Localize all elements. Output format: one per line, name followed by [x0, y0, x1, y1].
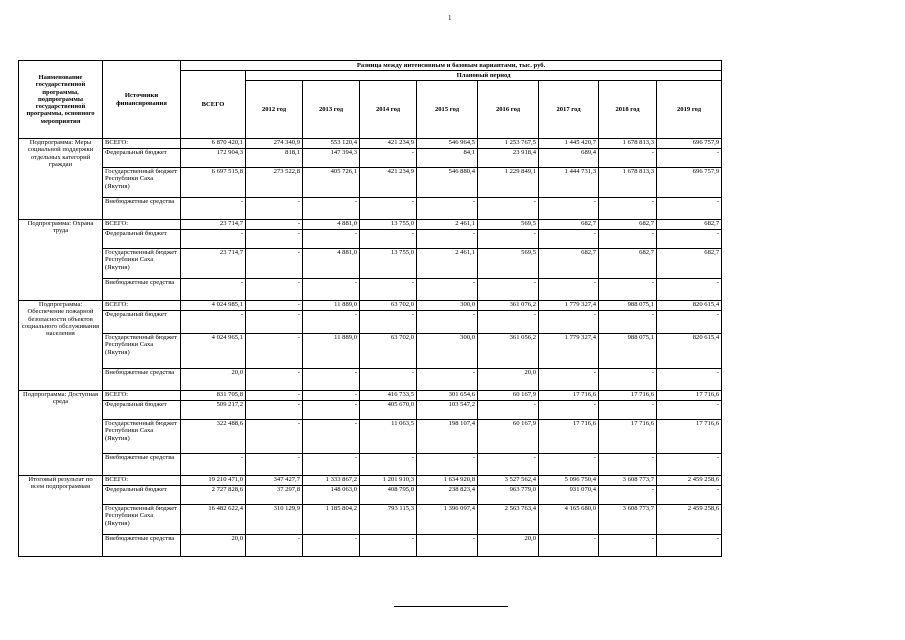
value-year: - [657, 535, 722, 557]
table-row [19, 505, 722, 535]
value-year: 20,0 [478, 535, 539, 557]
value-year: - [360, 279, 417, 301]
table-row [19, 139, 722, 149]
program-name: Итоговый результат по всем подпрограммам [19, 476, 103, 557]
value-year: 1 253 767,5 [478, 139, 539, 149]
value-total: 20,0 [181, 535, 246, 557]
value-year: - [478, 198, 539, 220]
funding-source: ВСЕГО: [103, 391, 181, 401]
table-row [19, 230, 722, 249]
funding-source: Внебюджетные средства [103, 198, 181, 220]
value-total: 19 210 471,0 [181, 476, 246, 486]
value-total: 2 727 828,6 [181, 486, 246, 505]
value-year: - [303, 311, 360, 334]
value-year: - [539, 454, 599, 476]
table-row [19, 420, 722, 454]
value-year: - [360, 369, 417, 391]
value-year: - [599, 149, 657, 168]
value-year: - [246, 220, 303, 230]
value-year: 300,0 [417, 301, 478, 311]
header-year: 2016 год [478, 81, 539, 139]
value-year: 198 107,4 [417, 420, 478, 454]
value-year: - [478, 230, 539, 249]
value-total: 509 217,2 [181, 401, 246, 420]
value-year: - [539, 198, 599, 220]
value-year: 569,5 [478, 220, 539, 230]
funding-source: Государственный бюджет Республики Саха (Якутия) [103, 168, 181, 198]
value-year: - [246, 230, 303, 249]
value-year: - [599, 198, 657, 220]
table-row [19, 334, 722, 369]
value-total: 172 904,3 [181, 149, 246, 168]
value-year: 421 234,9 [360, 139, 417, 149]
value-year: 238 823,4 [417, 486, 478, 505]
value-total: - [181, 198, 246, 220]
funding-source: Федеральный бюджет [103, 401, 181, 420]
header-year: 2012 год [246, 81, 303, 139]
value-year: 820 615,4 [657, 334, 722, 369]
value-year: 5 096 750,4 [539, 476, 599, 486]
page-number: 1 [448, 14, 452, 22]
value-year: - [657, 149, 722, 168]
value-year: 546 880,4 [417, 168, 478, 198]
funding-source: Федеральный бюджет [103, 486, 181, 505]
value-year: 963 779,0 [478, 486, 539, 505]
value-year: 682,7 [599, 249, 657, 279]
value-year: - [478, 311, 539, 334]
value-year: - [303, 454, 360, 476]
value-year: 20,0 [478, 369, 539, 391]
value-year: 988 075,1 [599, 301, 657, 311]
value-total: - [181, 454, 246, 476]
value-year: - [303, 401, 360, 420]
value-year: 1 185 804,2 [303, 505, 360, 535]
header-total: ВСЕГО [181, 71, 246, 139]
value-year: 2 459 258,6 [657, 505, 722, 535]
funding-source: ВСЕГО: [103, 301, 181, 311]
value-total: 4 024 985,1 [181, 301, 246, 311]
funding-source: Внебюджетные средства [103, 535, 181, 557]
value-year: - [417, 369, 478, 391]
value-year: 60 167,9 [478, 391, 539, 401]
value-year: 793 115,3 [360, 505, 417, 535]
value-year: 84,1 [417, 149, 478, 168]
value-total: 831 705,8 [181, 391, 246, 401]
header-year: 2015 год [417, 81, 478, 139]
value-year: - [360, 454, 417, 476]
value-year: 569,5 [478, 249, 539, 279]
value-year: - [360, 535, 417, 557]
value-year: 689,4 [539, 149, 599, 168]
value-year: 11 889,0 [303, 301, 360, 311]
value-year: - [417, 311, 478, 334]
value-year: - [246, 301, 303, 311]
value-year: - [417, 230, 478, 249]
value-year: 148 063,0 [303, 486, 360, 505]
table-row [19, 249, 722, 279]
value-year: 546 964,5 [417, 139, 478, 149]
value-year: - [303, 391, 360, 401]
value-year: - [417, 279, 478, 301]
value-year: - [360, 311, 417, 334]
value-year: 361 056,2 [478, 334, 539, 369]
value-year: - [599, 369, 657, 391]
value-year: - [478, 454, 539, 476]
value-year: - [657, 198, 722, 220]
value-year: - [303, 420, 360, 454]
value-year: 421 234,9 [360, 168, 417, 198]
value-year: 11 889,0 [303, 334, 360, 369]
value-year: - [539, 535, 599, 557]
value-year: - [599, 311, 657, 334]
value-year: - [657, 279, 722, 301]
value-year: 405 726,1 [303, 168, 360, 198]
value-year: - [303, 279, 360, 301]
value-total: 4 024 965,1 [181, 334, 246, 369]
funding-source: Государственный бюджет Республики Саха (Якутия) [103, 334, 181, 369]
value-year: - [246, 401, 303, 420]
value-year: 13 755,0 [360, 220, 417, 230]
header-year: 2013 год [303, 81, 360, 139]
table-row [19, 535, 722, 557]
value-year: - [478, 401, 539, 420]
value-year: 4 881,0 [303, 249, 360, 279]
value-year: - [360, 198, 417, 220]
header-funding-source: Источники финансирования [103, 61, 181, 139]
header-program-name: Наименование государственной программы, подпрограммы государственной программы, основного мероприятия [19, 61, 103, 139]
value-year: 682,7 [657, 220, 722, 230]
value-year: 696 757,9 [657, 139, 722, 149]
value-total: 6 697 515,8 [181, 168, 246, 198]
value-year: 17 716,6 [657, 420, 722, 454]
value-year: - [246, 249, 303, 279]
table-row [19, 476, 722, 486]
funding-difference-table [18, 60, 722, 557]
value-year: 301 654,6 [417, 391, 478, 401]
value-year: 408 795,0 [360, 486, 417, 505]
value-year: - [599, 230, 657, 249]
value-year: 17 716,6 [539, 420, 599, 454]
value-year: - [246, 454, 303, 476]
table-row [19, 369, 722, 391]
value-year: - [417, 198, 478, 220]
value-year: - [599, 279, 657, 301]
funding-source: Внебюджетные средства [103, 369, 181, 391]
value-year: 1 229 849,1 [478, 168, 539, 198]
table-row [19, 391, 722, 401]
table-row [19, 198, 722, 220]
value-year: 347 427,7 [246, 476, 303, 486]
value-year: 60 167,9 [478, 420, 539, 454]
footnote-separator [394, 606, 508, 607]
value-total: 23 714,7 [181, 220, 246, 230]
program-name: Подпрограмма: Доступная среда [19, 391, 103, 476]
value-year: - [360, 149, 417, 168]
value-year: 3 608 773,7 [599, 505, 657, 535]
value-year: 4 881,0 [303, 220, 360, 230]
value-year: 818,1 [246, 149, 303, 168]
value-year: 1 444 731,3 [539, 168, 599, 198]
value-year: 23 918,4 [478, 149, 539, 168]
value-year: 63 702,0 [360, 301, 417, 311]
value-year: 63 702,0 [360, 334, 417, 369]
funding-source: Федеральный бюджет [103, 149, 181, 168]
value-year: 17 716,6 [657, 391, 722, 401]
value-year: 1 678 813,3 [599, 168, 657, 198]
value-year: - [246, 369, 303, 391]
value-total: - [181, 279, 246, 301]
value-total: - [181, 311, 246, 334]
funding-source: Государственный бюджет Республики Саха (Якутия) [103, 249, 181, 279]
value-year: - [657, 454, 722, 476]
value-year: 4 165 680,0 [539, 505, 599, 535]
funding-source: Внебюджетные средства [103, 454, 181, 476]
value-year: 820 615,4 [657, 301, 722, 311]
value-total: 322 488,6 [181, 420, 246, 454]
table-row [19, 454, 722, 476]
value-year: 1 201 910,3 [360, 476, 417, 486]
program-name: Подпрограмма: Охрана труда [19, 220, 103, 301]
value-year: - [539, 311, 599, 334]
value-year: 682,7 [657, 249, 722, 279]
value-year: 1 396 097,4 [417, 505, 478, 535]
value-year: - [417, 454, 478, 476]
table-row [19, 301, 722, 311]
value-year: - [246, 391, 303, 401]
value-year: - [539, 279, 599, 301]
header-difference: Разница между интенсивным и базовым вариантами, тыс. руб. [181, 61, 722, 71]
header-year: 2019 год [657, 81, 722, 139]
value-year: 405 670,0 [360, 401, 417, 420]
value-year: - [246, 311, 303, 334]
table-row [19, 486, 722, 505]
value-year: 1 333 867,2 [303, 476, 360, 486]
value-total: 20,0 [181, 369, 246, 391]
value-year: - [657, 230, 722, 249]
value-year: - [657, 311, 722, 334]
funding-source: Федеральный бюджет [103, 311, 181, 334]
value-year: - [303, 230, 360, 249]
value-year: - [303, 535, 360, 557]
value-year: - [539, 401, 599, 420]
value-year: 682,7 [539, 220, 599, 230]
header-year: 2018 год [599, 81, 657, 139]
value-year: - [246, 535, 303, 557]
value-year: 274 340,9 [246, 139, 303, 149]
value-year: 37 297,8 [246, 486, 303, 505]
value-year: - [246, 334, 303, 369]
value-year: - [303, 369, 360, 391]
funding-source: Внебюджетные средства [103, 279, 181, 301]
value-year: 1 779 327,4 [539, 334, 599, 369]
value-year: 696 757,9 [657, 168, 722, 198]
value-year: - [657, 369, 722, 391]
value-year: - [599, 535, 657, 557]
value-year: 3 608 773,7 [599, 476, 657, 486]
value-year: - [599, 454, 657, 476]
value-year: - [599, 401, 657, 420]
table-row [19, 168, 722, 198]
value-year: - [657, 401, 722, 420]
funding-source: ВСЕГО: [103, 220, 181, 230]
value-year: 17 716,6 [599, 391, 657, 401]
value-total: 23 714,7 [181, 249, 246, 279]
value-total: 6 870 420,1 [181, 139, 246, 149]
table-row [19, 311, 722, 334]
value-year: 988 075,1 [599, 334, 657, 369]
value-year: 931 070,4 [539, 486, 599, 505]
funding-source: ВСЕГО: [103, 476, 181, 486]
value-year: 682,7 [599, 220, 657, 230]
value-year: - [246, 420, 303, 454]
value-year: 13 755,0 [360, 249, 417, 279]
value-year: - [539, 369, 599, 391]
value-year: 2 459 258,6 [657, 476, 722, 486]
value-year: 1 779 327,4 [539, 301, 599, 311]
value-year: 310 129,9 [246, 505, 303, 535]
value-year: 11 063,5 [360, 420, 417, 454]
table-row [19, 401, 722, 420]
value-year: 361 076,2 [478, 301, 539, 311]
value-year: 682,7 [539, 249, 599, 279]
value-year: 1 445 420,7 [539, 139, 599, 149]
table-row [19, 149, 722, 168]
value-year: 3 527 562,4 [478, 476, 539, 486]
header-year: 2017 год [539, 81, 599, 139]
value-year: 17 716,6 [539, 391, 599, 401]
value-year: 1 634 920,8 [417, 476, 478, 486]
value-year: 2 563 763,4 [478, 505, 539, 535]
value-year: 273 522,8 [246, 168, 303, 198]
value-total: - [181, 230, 246, 249]
value-year: 1 678 813,3 [599, 139, 657, 149]
value-year: - [599, 486, 657, 505]
value-year: - [246, 198, 303, 220]
table-row [19, 279, 722, 301]
value-year: 553 120,4 [303, 139, 360, 149]
value-year: 17 716,6 [599, 420, 657, 454]
value-year: - [657, 486, 722, 505]
table-row [19, 220, 722, 230]
value-total: 16 482 622,4 [181, 505, 246, 535]
value-year: 2 461,1 [417, 249, 478, 279]
program-name: Подпрограмма: Меры социальной поддержки отдельных категорий граждан [19, 139, 103, 220]
header-year: 2014 год [360, 81, 417, 139]
value-year: 416 733,5 [360, 391, 417, 401]
program-name: Подпрограмма: Обеспечение пожарной безопасности объектов социального обслуживания населения [19, 301, 103, 391]
value-year: - [539, 230, 599, 249]
value-year: - [246, 279, 303, 301]
value-year: - [417, 535, 478, 557]
funding-source: Федеральный бюджет [103, 230, 181, 249]
value-year: - [478, 279, 539, 301]
value-year: - [303, 198, 360, 220]
value-year: 147 394,3 [303, 149, 360, 168]
funding-source: ВСЕГО: [103, 139, 181, 149]
value-year: 300,0 [417, 334, 478, 369]
header-planned-period: Плановый период [246, 71, 722, 81]
value-year: 103 547,2 [417, 401, 478, 420]
value-year: 2 461,1 [417, 220, 478, 230]
value-year: - [360, 230, 417, 249]
funding-source: Государственный бюджет Республики Саха (Якутия) [103, 420, 181, 454]
funding-source: Государственный бюджет Республики Саха (Якутия) [103, 505, 181, 535]
